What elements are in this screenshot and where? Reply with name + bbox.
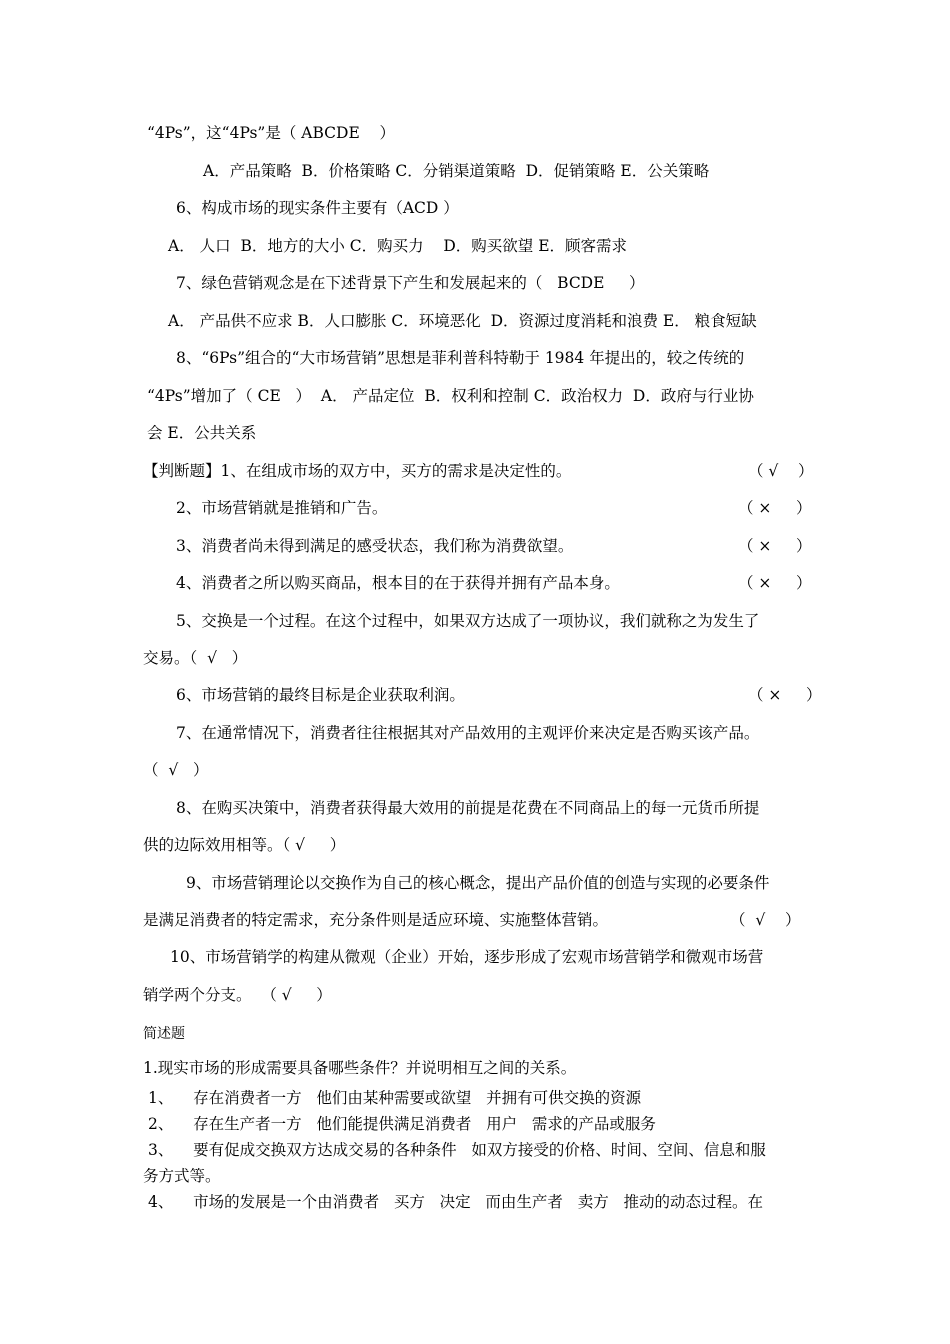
text-line: 7、在通常情况下，消费者往往根据其对产品效用的主观评价来决定是否购买该产品。	[176, 724, 760, 742]
text-line: A．产品策略 B．价格策略 C．分销渠道策略 D．促销策略 E．公关策略	[203, 162, 710, 180]
answer-line: 务方式等。	[143, 1167, 221, 1185]
question-line: 1.现实市场的形成需要具备哪些条件？并说明相互之间的关系。	[143, 1059, 577, 1077]
text-line: 5、交换是一个过程。在这个过程中，如果双方达成了一项协议，我们就称之为发生了	[176, 612, 760, 630]
text-line: 4、消费者之所以购买商品，根本目的在于获得并拥有产品本身。	[176, 574, 620, 592]
answer-mark: （ × ）	[738, 537, 812, 555]
text-line: 供的边际效用相等。（ √ ）	[143, 836, 346, 854]
text-line: A． 人口 B．地方的大小 C．购买力 D．购买欲望 E．顾客需求	[168, 237, 628, 255]
text-line: 7、绿色营销观念是在下述背景下产生和发展起来的（ BCDE ）	[176, 274, 645, 292]
section-heading: 简述题	[143, 1026, 185, 1042]
answer-mark: （ √ ）	[748, 462, 814, 480]
text-line: 6、市场营销的最终目标是企业获取利润。	[176, 686, 465, 704]
text-line: （ √ ）	[143, 761, 209, 779]
text-line: 会 E．公共关系	[147, 424, 257, 442]
answer-line: 3、 要有促成交换双方达成交易的各种条件 如双方接受的价格、时间、空间、信息和服	[148, 1141, 766, 1159]
text-line: A． 产品供不应求 B．人口膨胀 C．环境恶化 D．资源过度消耗和浪费 E． 粮食短缺	[168, 312, 757, 330]
text-line: 6、构成市场的现实条件主要有（ACD ）	[176, 199, 459, 217]
answer-mark: （ √ ）	[730, 911, 801, 929]
text-line: 销学两个分支。 （ √ ）	[143, 986, 332, 1004]
text-line: 2、市场营销就是推销和广告。	[176, 499, 388, 517]
text-line: “4Ps”增加了（ CE ） A． 产品定位 B．权利和控制 C．政治权力 D．政府与行业协	[147, 387, 754, 405]
text-line: 【判断题】1、在组成市场的双方中，买方的需求是决定性的。	[143, 462, 572, 480]
text-line: 10、市场营销学的构建从微观（企业）开始，逐步形成了宏观市场营销学和微观市场营	[170, 948, 764, 966]
text-line: 8、“6Ps”组合的“大市场营销”思想是菲利普科特勒于 1984 年提出的，较之传统的	[176, 349, 745, 367]
answer-line: 1、 存在消费者一方 他们由某种需要或欲望 并拥有可供交换的资源	[148, 1089, 642, 1107]
text-line: 9、市场营销理论以交换作为自己的核心概念，提出产品价值的创造与实现的必要条件	[186, 874, 770, 892]
answer-line: 2、 存在生产者一方 他们能提供满足消费者 用户 需求的产品或服务	[148, 1115, 656, 1133]
text-line: 交易。（ √ ）	[143, 649, 248, 667]
answer-mark: （ × ）	[738, 499, 812, 517]
text-line: “4Ps”，这“4Ps”是（ ABCDE ）	[147, 124, 395, 142]
answer-mark: （ × ）	[738, 574, 812, 592]
answer-mark: （ × ）	[748, 686, 822, 704]
text-line: 3、消费者尚未得到满足的感受状态，我们称为消费欲望。	[176, 537, 574, 555]
answer-line: 4、 市场的发展是一个由消费者 买方 决定 而由生产者 卖方 推动的动态过程。在	[148, 1193, 763, 1211]
text-line: 8、在购买决策中，消费者获得最大效用的前提是花费在不同商品上的每一元货币所提	[176, 799, 760, 817]
text-line: 是满足消费者的特定需求，充分条件则是适应环境、实施整体营销。	[143, 911, 609, 929]
